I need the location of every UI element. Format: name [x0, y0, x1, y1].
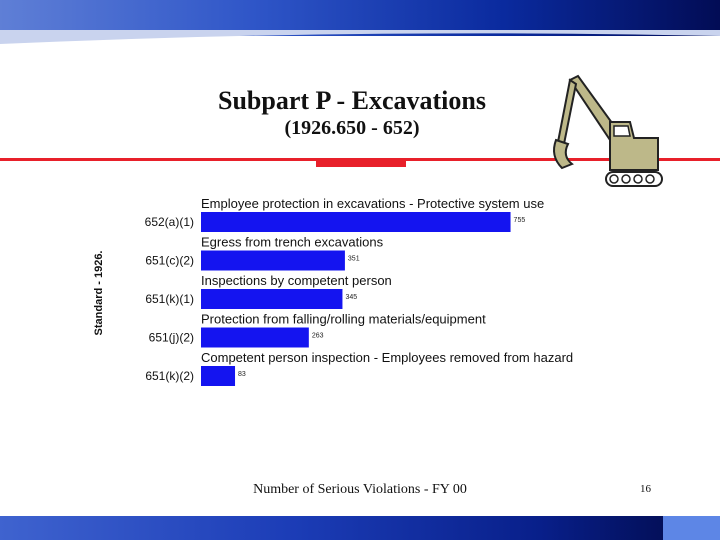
- slide-title: Subpart P - Excavations: [218, 86, 486, 115]
- header-swoosh: [0, 30, 720, 50]
- bar: [201, 212, 511, 232]
- bar: [201, 251, 345, 271]
- bar: [201, 366, 235, 386]
- bar-description-label: Egress from trench excavations: [201, 234, 384, 250]
- bar-value-label: 755: [513, 217, 526, 224]
- violations-bar-chart: [80, 190, 660, 390]
- bar-value-label: 263: [311, 332, 324, 340]
- bar-value-label: 351: [347, 255, 360, 263]
- footer-corner-box: [663, 516, 720, 540]
- bar-description-label: Competent person inspection - Employees removed from hazard: [201, 350, 574, 365]
- bar-value-label: 345: [345, 294, 358, 301]
- page-number: 16: [640, 483, 651, 495]
- footer-band: [0, 516, 720, 540]
- slide-subtitle: (1926.650 - 652): [284, 117, 420, 139]
- excavator-icon: [548, 72, 666, 190]
- bar: [201, 289, 342, 309]
- category-tick-label: 651(k)(2): [145, 369, 194, 383]
- category-tick-label: 651(k)(1): [145, 292, 194, 306]
- title-rule-accent: [316, 158, 406, 167]
- bar: [201, 328, 309, 348]
- category-tick-label: 651(j)(2): [148, 330, 194, 345]
- y-axis-label: Standard - 1926.: [93, 250, 105, 336]
- bar-value-label: 83: [238, 371, 246, 378]
- bar-description-label: Inspections by competent person: [201, 273, 392, 288]
- bar-description-label: Employee protection in excavations - Protective system use: [201, 196, 545, 211]
- x-axis-label: Number of Serious Violations - FY 00: [253, 482, 467, 497]
- category-tick-label: 651(c)(2): [145, 253, 194, 268]
- category-tick-label: 652(a)(1): [144, 215, 194, 229]
- bar-description-label: Protection from falling/rolling materials/equipment: [201, 311, 486, 327]
